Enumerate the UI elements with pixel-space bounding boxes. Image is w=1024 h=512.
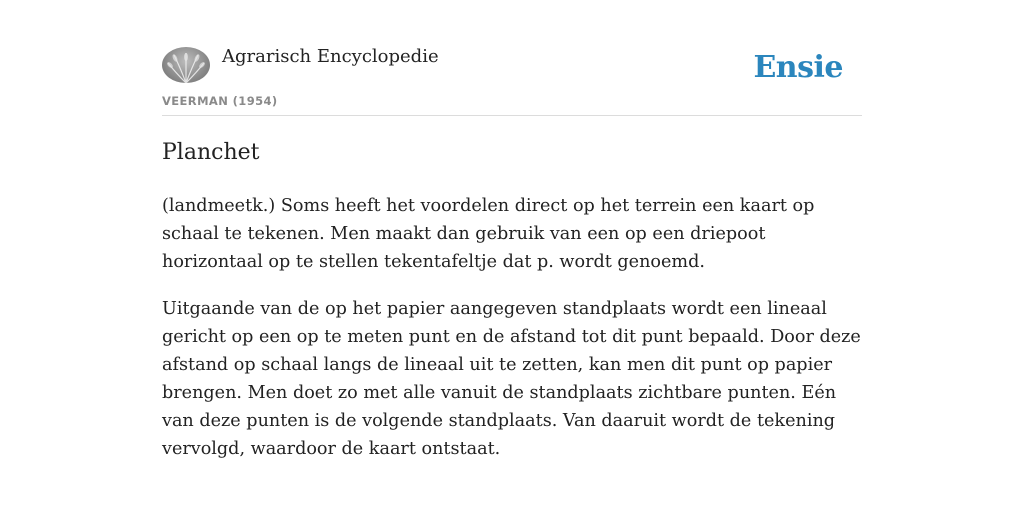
page-title: Planchet [162,140,260,165]
encyclopedia-name[interactable]: Agrarisch Encyclopedie [222,46,439,67]
brand-logo[interactable]: Ensie [753,50,843,85]
article-paragraph: (landmeetk.) Soms heeft het voordelen direct op het terrein een kaart op schaal te tekenen. Men maakt dan gebruik van een op een driepoot horizontaal op te stellen tekentafeltje dat p. wordt genoemd. [162,196,815,272]
header [162,0,862,116]
source-label: VEERMAN (1954) [162,94,278,108]
article-body [162,192,862,482]
article-paragraph: Uitgaande van de op het papier aangegeven standplaats wordt een lineaal gericht op een op te meten punt en de afstand tot dit punt bepaald. Door deze afstand op schaal langs de lineaal uit te zetten, kan men dit punt op papier brengen. Men doet zo met alle vanuit de standplaats zichtbare punten. Eén van deze punten is de volgende standplaats. Van daaruit wordt de tekening vervolgd, waardoor de kaart ontstaat. [162,299,861,459]
page [162,0,862,459]
wheat-logo-icon[interactable] [162,47,210,83]
